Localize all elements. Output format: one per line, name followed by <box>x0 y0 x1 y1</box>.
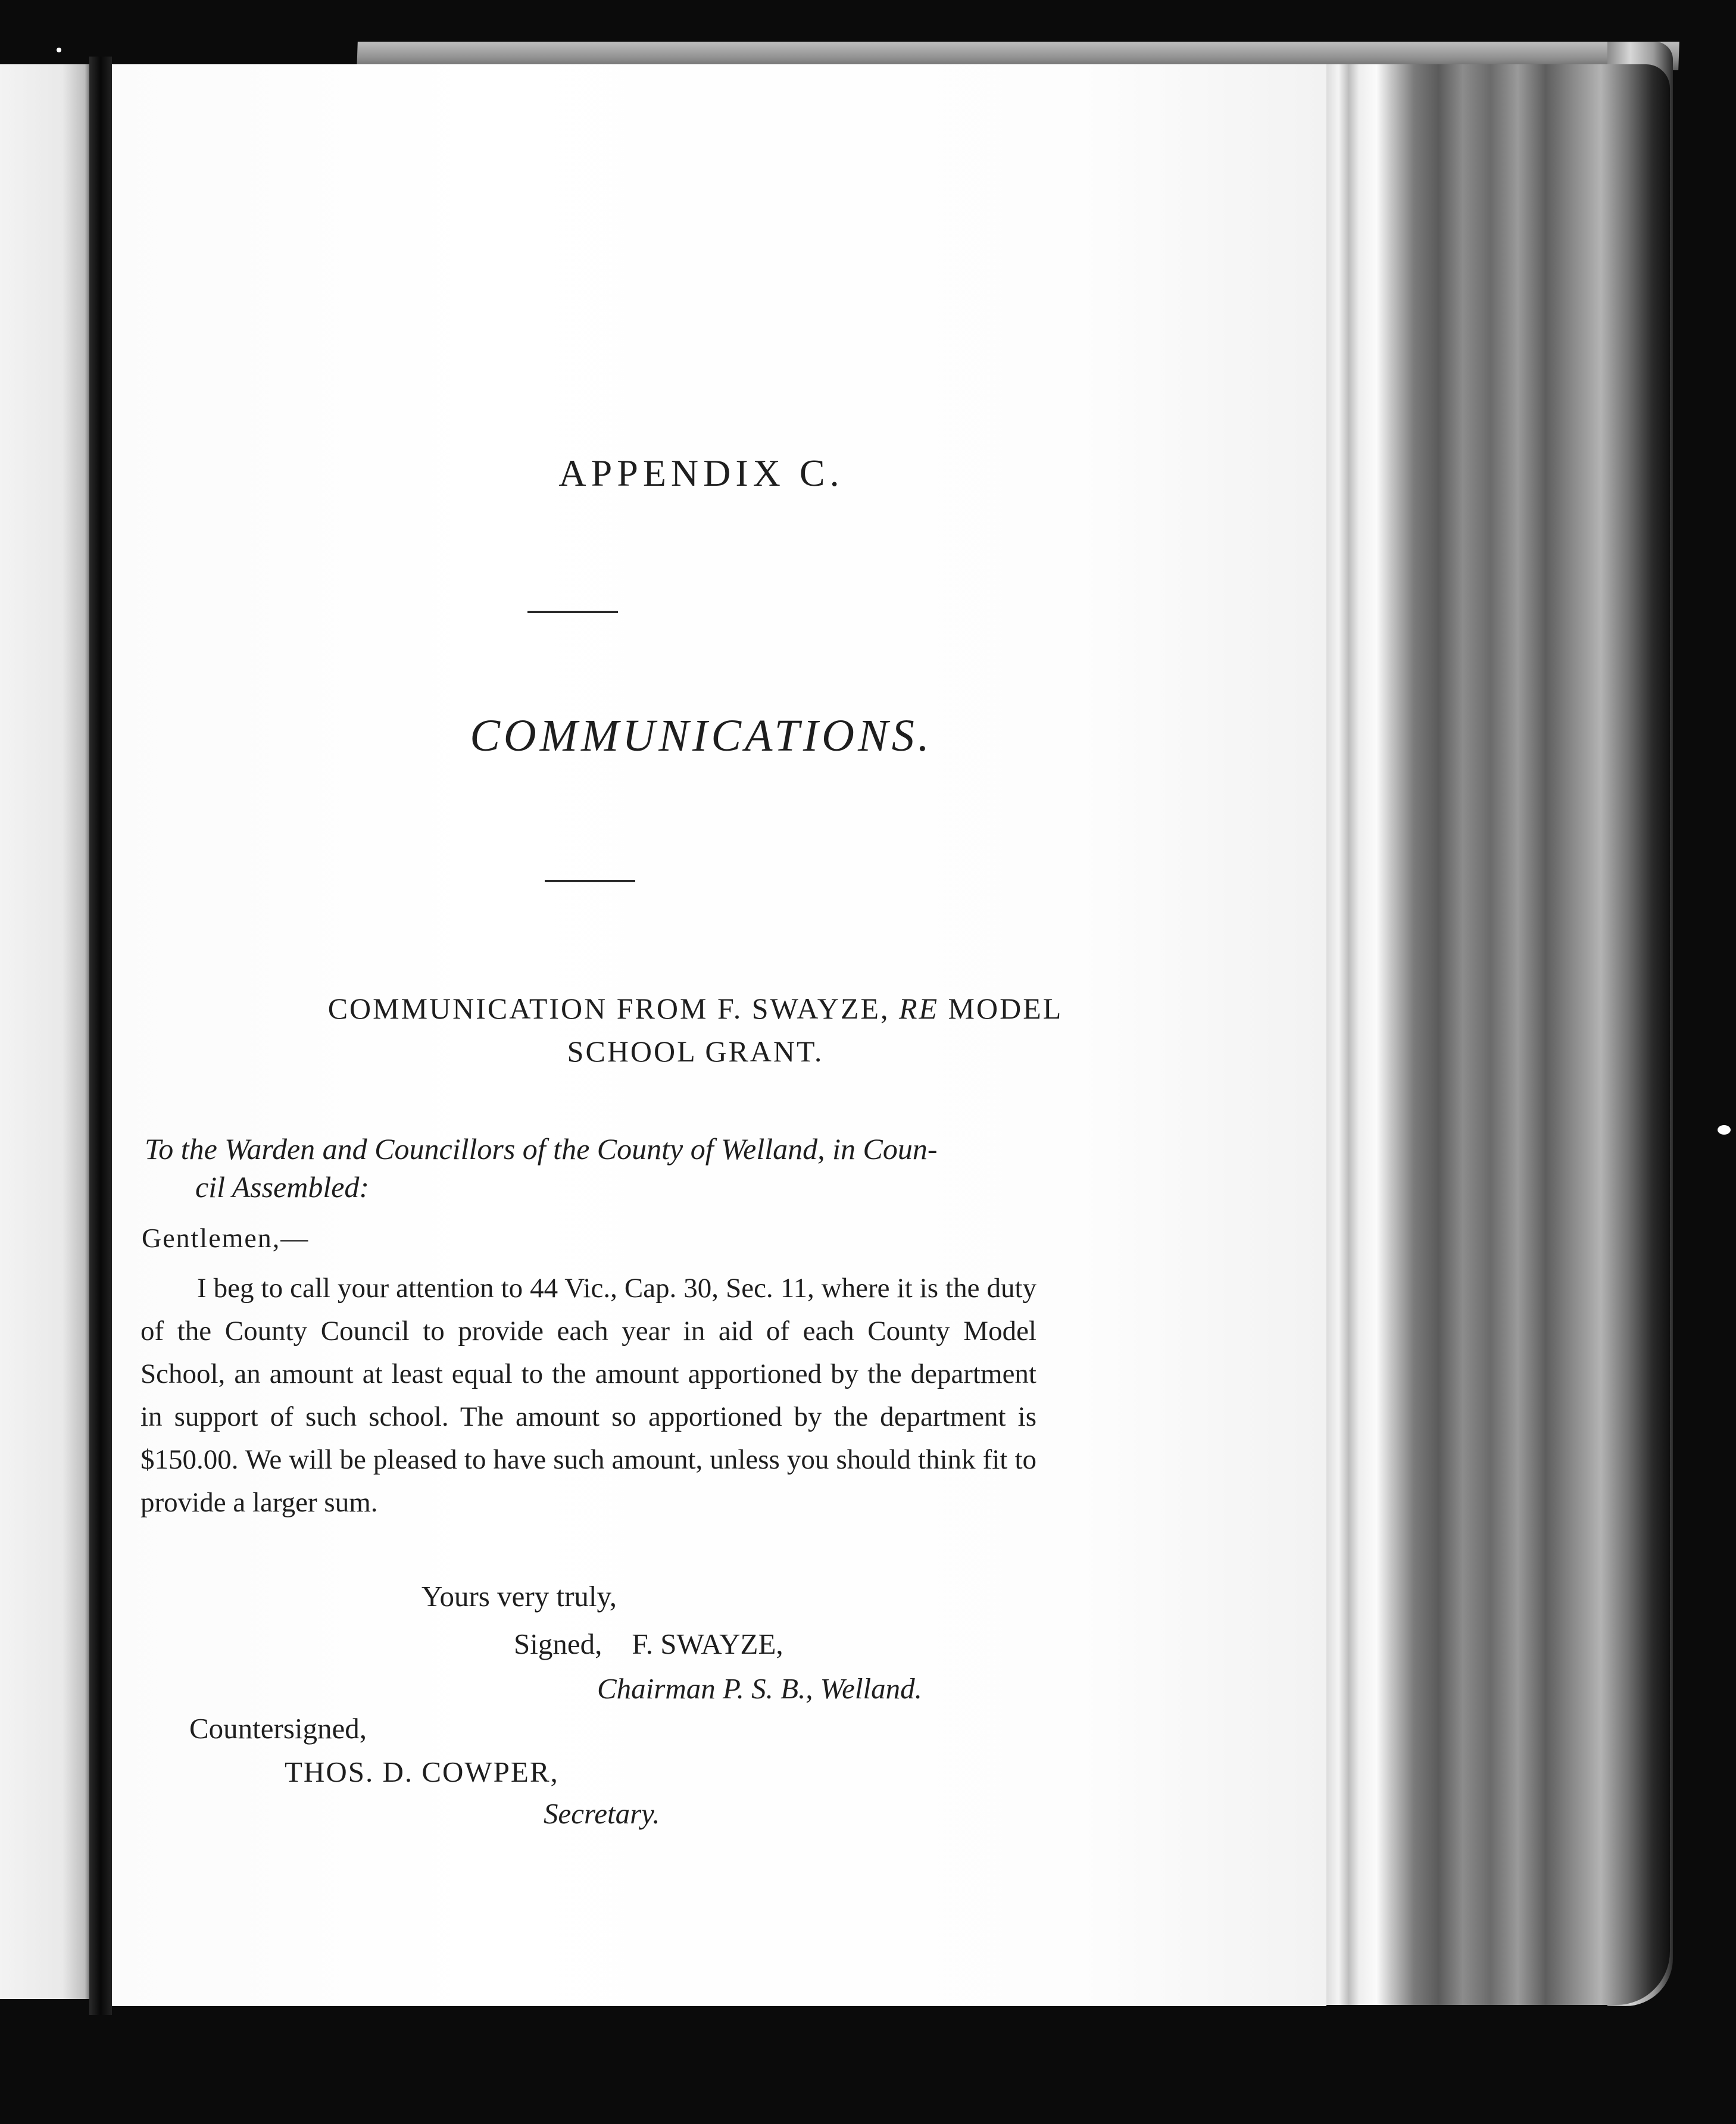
countersigner-title: Secretary. <box>544 1797 660 1830</box>
communication-heading <box>148 987 1243 1073</box>
divider-rule <box>527 611 618 613</box>
appendix-heading: APPENDIX C. <box>558 452 844 494</box>
page-stack-edge <box>1325 64 1670 2005</box>
address-line: To the Warden and Councillors of the County of Welland, in Coun- <box>145 1132 938 1166</box>
signer-title: Chairman P. S. B., Welland. <box>597 1672 922 1705</box>
section-title: COMMUNICATIONS. <box>470 711 933 761</box>
address-block <box>145 1130 1056 1206</box>
dust-speck <box>1718 1125 1731 1135</box>
book-gutter <box>89 57 112 2015</box>
heading-text: COMMUNICATION FROM F. SWAYZE, <box>327 992 899 1025</box>
heading-re: RE <box>898 992 939 1025</box>
heading-line2: SCHOOL GRANT. <box>567 1035 824 1068</box>
heading-text: MODEL <box>939 992 1063 1025</box>
letter-body: I beg to call your attention to 44 Vic., Cap. 30, Sec. 11, where it is the duty of the County Council to provide each year in aid of each County Model School, an amount at least equal to the amount apportioned by the department in support of such school. The amount so apportioned by the department is $150.00. We will be pleased to have such amount, unless you should think fit to provide a larger sum. <box>140 1273 1036 1518</box>
countersigner-name: THOS. D. COWPER, <box>285 1756 559 1788</box>
dust-speck <box>57 48 61 52</box>
countersigned-label: Countersigned, <box>189 1712 367 1745</box>
closing: Yours very truly, <box>421 1580 617 1613</box>
signer-name: F. SWAYZE, <box>632 1628 783 1660</box>
signed-label: Signed, <box>514 1628 602 1660</box>
signature-line <box>514 1627 783 1661</box>
address-line: cil Assembled: <box>195 1170 370 1204</box>
facing-page-edge <box>0 64 89 1999</box>
divider-rule <box>545 880 635 882</box>
salutation: Gentlemen,— <box>142 1223 310 1253</box>
document-page <box>112 64 1326 2006</box>
